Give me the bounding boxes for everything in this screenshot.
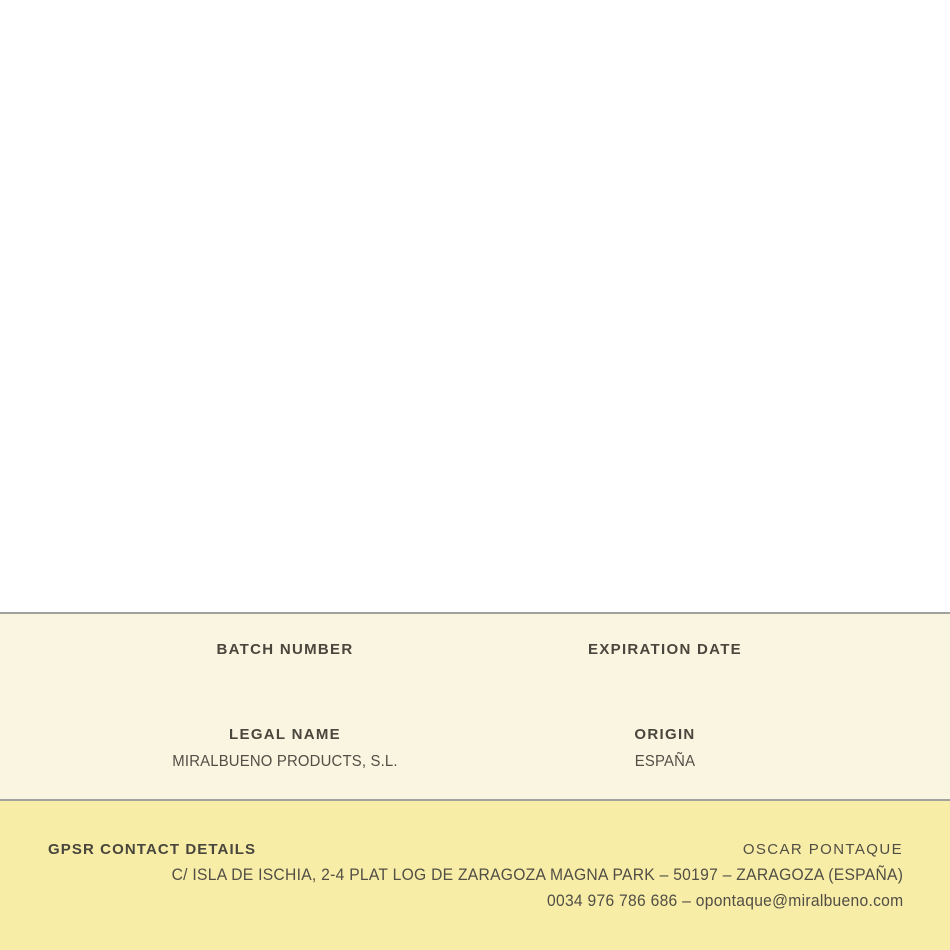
gpsr-contact-details-heading: GPSR CONTACT DETAILS: [48, 841, 257, 858]
contact-phone-email: 0034 976 786 686 – opontaque@miralbueno.com: [546, 891, 903, 910]
contact-address: C/ ISLA DE ISCHIA, 2-4 PLAT LOG DE ZARAGOZA MAGNA PARK – 50197 – ZARAGOZA (ESPAÑA): [171, 865, 903, 884]
legal-name-value: MIRALBUENO PRODUCTS, S.L.: [172, 753, 398, 770]
legal-name-label: LEGAL NAME: [229, 726, 341, 743]
origin-label: ORIGIN: [634, 726, 696, 743]
origin-value: ESPAÑA: [634, 753, 696, 770]
info-band: [0, 614, 950, 799]
gpsr-contact-band: [0, 801, 950, 950]
expiration-date-label: EXPIRATION DATE: [588, 641, 742, 658]
contact-person-name: OSCAR PONTAQUE: [742, 841, 903, 858]
batch-number-label: BATCH NUMBER: [216, 641, 354, 658]
